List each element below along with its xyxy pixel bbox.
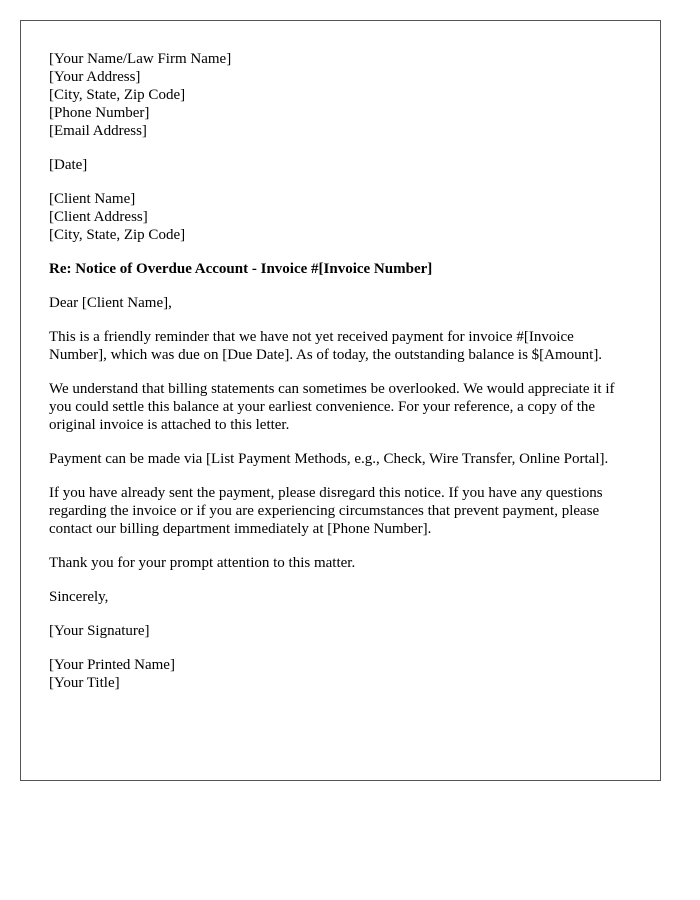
sender-email: [Email Address] bbox=[49, 123, 147, 139]
sender-name: [Your Name/Law Firm Name] bbox=[49, 51, 232, 67]
signature: [Your Signature] bbox=[49, 623, 150, 639]
recipient-address: [Client Address] bbox=[49, 209, 148, 225]
signer-block bbox=[49, 656, 631, 692]
letter-date: [Date] bbox=[49, 157, 88, 173]
printed-name: [Your Printed Name] bbox=[49, 657, 175, 673]
closing: Sincerely, bbox=[49, 589, 109, 605]
salutation: Dear [Client Name], bbox=[49, 295, 172, 311]
body-paragraph: Thank you for your prompt attention to this matter. bbox=[49, 555, 356, 571]
letter-page bbox=[20, 20, 661, 781]
recipient-block bbox=[49, 190, 631, 244]
sender-block bbox=[49, 50, 631, 140]
sender-city: [City, State, Zip Code] bbox=[49, 87, 186, 103]
sender-address: [Your Address] bbox=[49, 69, 141, 85]
subject-line: Re: Notice of Overdue Account - Invoice #[Invoice Number] bbox=[49, 261, 433, 277]
sender-phone: [Phone Number] bbox=[49, 105, 150, 121]
recipient-name: [Client Name] bbox=[49, 191, 136, 207]
body-paragraph: This is a friendly reminder that we have not yet received payment for invoice #[Invoice Number], which was due on [Due Date]. As of today, the outstanding balance is $[Amount]. bbox=[49, 329, 603, 363]
signer-title: [Your Title] bbox=[49, 675, 120, 691]
recipient-city: [City, State, Zip Code] bbox=[49, 227, 186, 243]
body-paragraph: We understand that billing statements can sometimes be overlooked. We would appreciate it if you could settle this balance at your earliest convenience. For your reference, a copy of the original invoice is attached to this letter. bbox=[49, 381, 615, 433]
body-paragraph: If you have already sent the payment, please disregard this notice. If you have any questions regarding the invoice or if you are experiencing circumstances that prevent payment, please contact our billing department immediately at [Phone Number]. bbox=[49, 485, 603, 537]
body-paragraph: Payment can be made via [List Payment Methods, e.g., Check, Wire Transfer, Online Portal]. bbox=[49, 451, 609, 467]
letter-content bbox=[49, 50, 631, 692]
